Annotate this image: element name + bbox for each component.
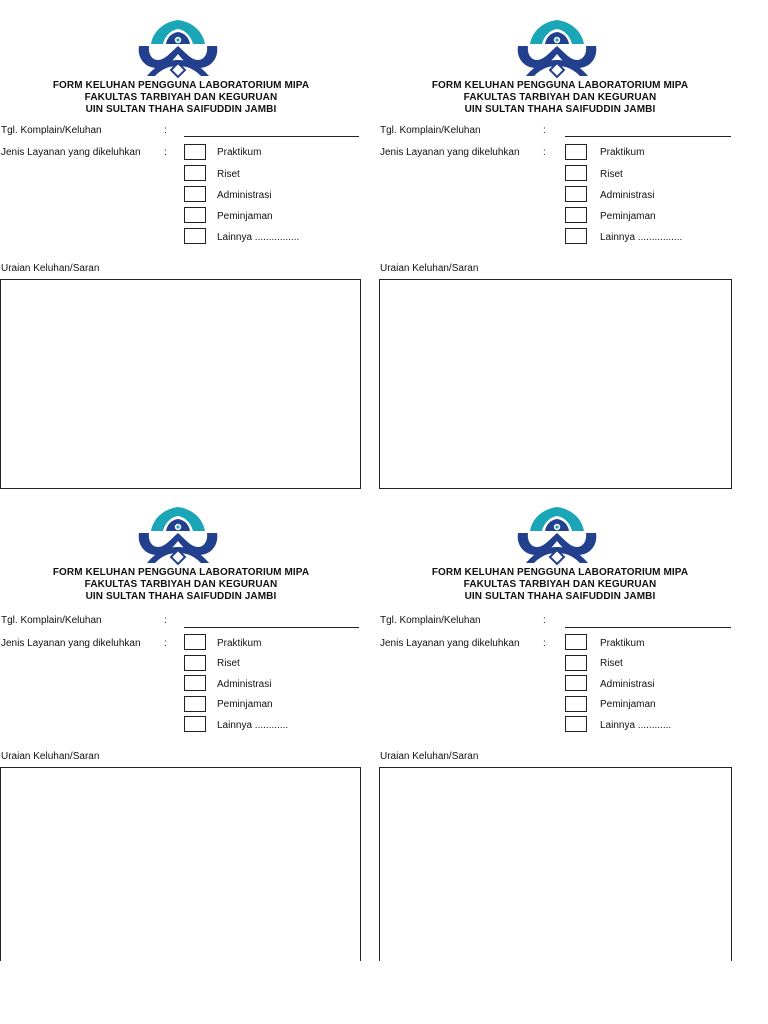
date-colon: : (543, 615, 546, 626)
checkbox-administrasi[interactable] (565, 675, 587, 691)
option-administrasi-label: Administrasi (600, 679, 655, 690)
description-label: Uraian Keluhan/Saran (1, 263, 100, 274)
option-administrasi-label: Administrasi (217, 190, 272, 201)
option-administrasi-label: Administrasi (600, 190, 655, 201)
university-name: UIN SULTAN THAHA SAIFUDDIN JAMBI (85, 104, 277, 115)
option-lainnya-label: Lainnya ................ (600, 232, 683, 243)
service-label: Jenis Layanan yang dikeluhkan (1, 147, 141, 158)
date-colon: : (164, 615, 167, 626)
form-header (379, 80, 741, 116)
complaint-form-bottom-right (379, 503, 741, 968)
date-colon: : (543, 125, 546, 136)
description-box[interactable] (379, 279, 732, 489)
faculty-name: FAKULTAS TARBIYAH DAN KEGURUAN (463, 579, 657, 590)
checkbox-administrasi[interactable] (184, 186, 206, 202)
checkbox-lainnya[interactable] (184, 716, 206, 732)
checkbox-lainnya[interactable] (565, 716, 587, 732)
description-box[interactable] (379, 767, 732, 961)
faculty-name: FAKULTAS TARBIYAH DAN KEGURUAN (84, 92, 278, 103)
option-peminjaman-label: Peminjaman (600, 699, 656, 710)
form-header (0, 567, 362, 603)
checkbox-riset[interactable] (184, 165, 206, 181)
checkbox-lainnya[interactable] (184, 228, 206, 244)
form-header (379, 567, 741, 603)
option-peminjaman-label: Peminjaman (217, 211, 273, 222)
complaint-form-bottom-left (0, 503, 362, 968)
checkbox-riset[interactable] (565, 655, 587, 671)
form-title: FORM KELUHAN PENGGUNA LABORATORIUM MIPA (431, 80, 689, 91)
option-riset-label: Riset (600, 658, 623, 669)
date-label: Tgl. Komplain/Keluhan (380, 125, 481, 136)
date-input-line[interactable] (565, 627, 731, 628)
service-colon: : (164, 147, 167, 158)
option-lainnya-label: Lainnya ............ (600, 720, 672, 731)
option-peminjaman-label: Peminjaman (600, 211, 656, 222)
option-praktikum-label: Praktikum (600, 147, 645, 158)
option-riset-label: Riset (217, 169, 240, 180)
service-colon: : (543, 147, 546, 158)
option-praktikum-label: Praktikum (217, 147, 262, 158)
checkbox-praktikum[interactable] (184, 634, 206, 650)
form-header (0, 80, 362, 116)
option-praktikum-label: Praktikum (600, 638, 645, 649)
description-box[interactable] (0, 767, 361, 961)
date-label: Tgl. Komplain/Keluhan (1, 615, 102, 626)
description-label: Uraian Keluhan/Saran (1, 751, 100, 762)
service-label: Jenis Layanan yang dikeluhkan (380, 147, 520, 158)
checkbox-administrasi[interactable] (565, 186, 587, 202)
date-colon: : (164, 125, 167, 136)
university-name: UIN SULTAN THAHA SAIFUDDIN JAMBI (464, 104, 656, 115)
description-label: Uraian Keluhan/Saran (380, 751, 479, 762)
service-colon: : (164, 638, 167, 649)
university-logo-icon (133, 16, 223, 80)
complaint-form-top-right (379, 16, 741, 481)
checkbox-praktikum[interactable] (184, 144, 206, 160)
university-logo-icon (512, 16, 602, 80)
form-title: FORM KELUHAN PENGGUNA LABORATORIUM MIPA (52, 80, 310, 91)
service-label: Jenis Layanan yang dikeluhkan (380, 638, 520, 649)
service-label: Jenis Layanan yang dikeluhkan (1, 638, 141, 649)
checkbox-administrasi[interactable] (184, 675, 206, 691)
university-name: UIN SULTAN THAHA SAIFUDDIN JAMBI (85, 591, 277, 602)
option-riset-label: Riset (217, 658, 240, 669)
description-label: Uraian Keluhan/Saran (380, 263, 479, 274)
faculty-name: FAKULTAS TARBIYAH DAN KEGURUAN (463, 92, 657, 103)
option-administrasi-label: Administrasi (217, 679, 272, 690)
checkbox-peminjaman[interactable] (565, 696, 587, 712)
option-lainnya-label: Lainnya ............ (217, 720, 289, 731)
checkbox-peminjaman[interactable] (184, 207, 206, 223)
checkbox-praktikum[interactable] (565, 634, 587, 650)
checkbox-praktikum[interactable] (565, 144, 587, 160)
option-lainnya-label: Lainnya ................ (217, 232, 300, 243)
date-input-line[interactable] (565, 136, 731, 137)
university-name: UIN SULTAN THAHA SAIFUDDIN JAMBI (464, 591, 656, 602)
description-box[interactable] (0, 279, 361, 489)
date-input-line[interactable] (184, 136, 359, 137)
option-praktikum-label: Praktikum (217, 638, 262, 649)
checkbox-lainnya[interactable] (565, 228, 587, 244)
checkbox-peminjaman[interactable] (184, 696, 206, 712)
checkbox-peminjaman[interactable] (565, 207, 587, 223)
form-title: FORM KELUHAN PENGGUNA LABORATORIUM MIPA (52, 567, 310, 578)
option-peminjaman-label: Peminjaman (217, 699, 273, 710)
university-logo-icon (512, 503, 602, 567)
date-input-line[interactable] (184, 627, 359, 628)
checkbox-riset[interactable] (565, 165, 587, 181)
service-colon: : (543, 638, 546, 649)
faculty-name: FAKULTAS TARBIYAH DAN KEGURUAN (84, 579, 278, 590)
university-logo-icon (133, 503, 223, 567)
complaint-form-top-left (0, 16, 362, 481)
form-title: FORM KELUHAN PENGGUNA LABORATORIUM MIPA (431, 567, 689, 578)
option-riset-label: Riset (600, 169, 623, 180)
checkbox-riset[interactable] (184, 655, 206, 671)
date-label: Tgl. Komplain/Keluhan (380, 615, 481, 626)
date-label: Tgl. Komplain/Keluhan (1, 125, 102, 136)
